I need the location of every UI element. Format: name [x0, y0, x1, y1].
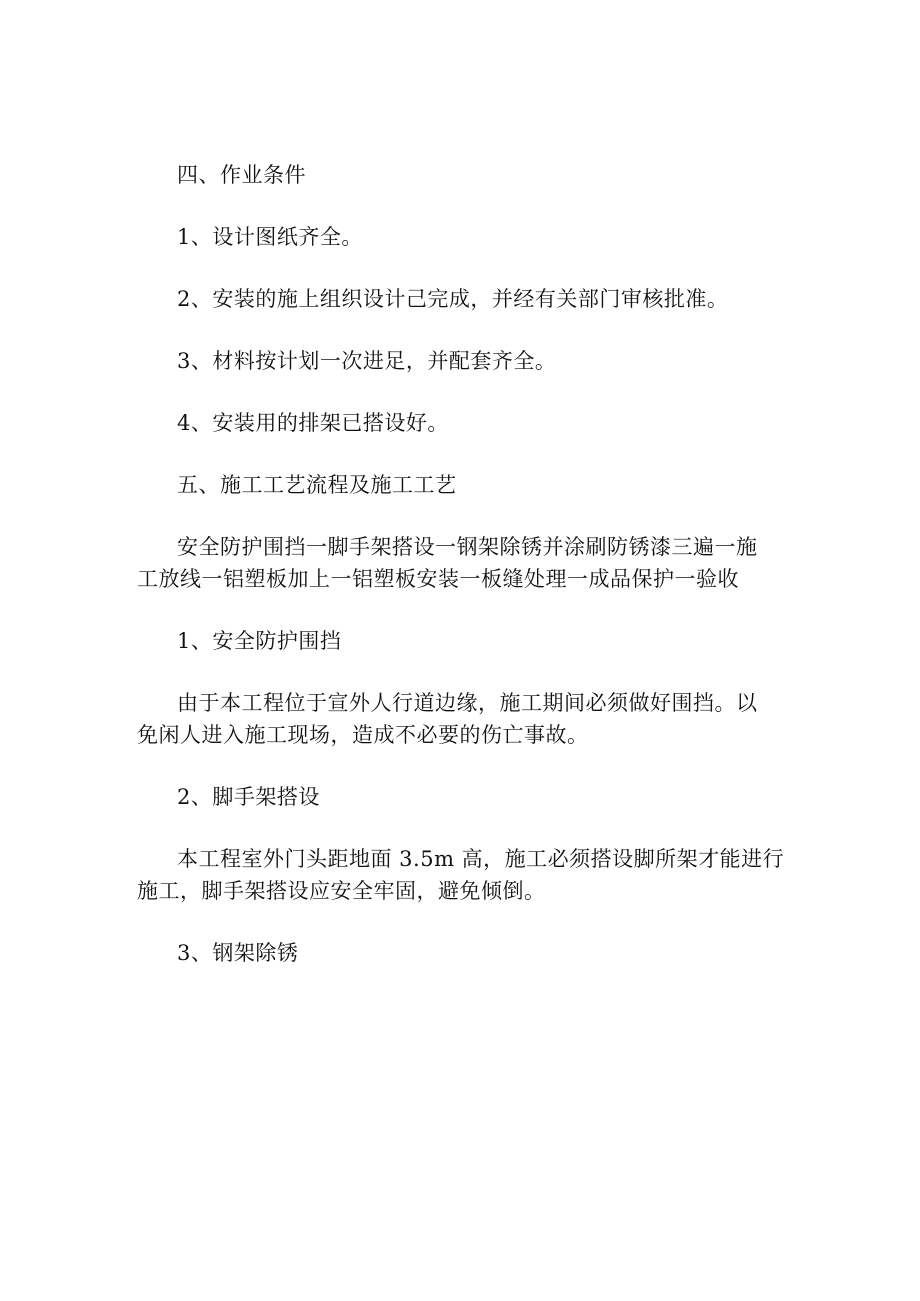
process-flow-line-1: 安全防护围挡一脚手架搭设一钢架除锈并涂刷防锈漆三遍一施 [177, 535, 758, 559]
section-5-heading: 五、施工工艺流程及施工工艺 [177, 473, 457, 497]
step-2-text-line-1: 本工程室外门头距地面 3.5m 高，施工必须搭设脚所架才能进行 [177, 847, 785, 871]
process-flow-line-2: 工放线一铝塑板加上一铝塑板安装一板缝处理一成品保护一验收 [137, 567, 739, 591]
condition-item-3: 3、材料按计划一次进足，并配套齐全。 [177, 349, 557, 373]
condition-item-1: 1、设计图纸齐全。 [177, 225, 363, 249]
step-1-text-line-1: 由于本工程位于宣外人行道边缘，施工期间必须做好围挡。以 [177, 691, 758, 715]
step-3-heading: 3、钢架除锈 [177, 941, 299, 965]
condition-item-4: 4、安装用的排架已搭设好。 [177, 411, 449, 435]
step-1-heading: 1、安全防护围挡 [177, 629, 342, 653]
step-2-heading: 2、脚手架搭设 [177, 785, 320, 809]
step-1-text-line-2: 免闲人进入施工现场，造成不必要的伤亡事故。 [137, 723, 589, 747]
section-4-heading: 四、作业条件 [177, 163, 306, 187]
step-2-text-line-2: 施工，脚手架搭设应安全牢固，避免倾倒。 [137, 879, 546, 903]
condition-item-2: 2、安装的施上组织设计己完成，并经有关部门审核批准。 [177, 287, 729, 311]
